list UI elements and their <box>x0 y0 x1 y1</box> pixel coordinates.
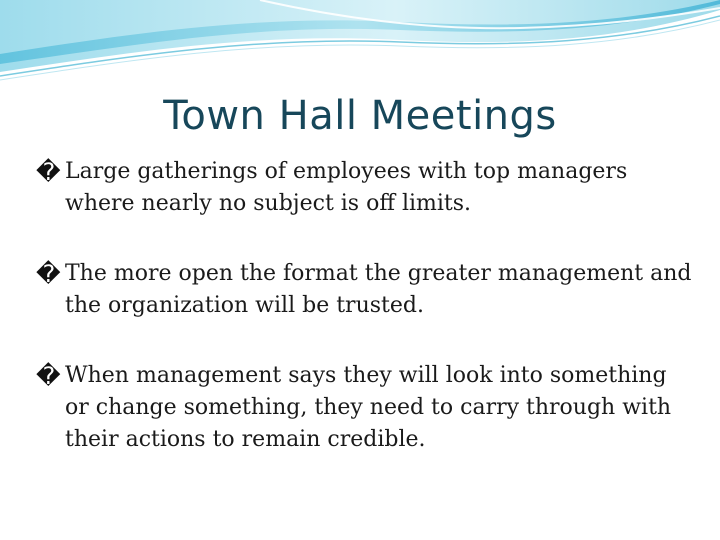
slide-title: Town Hall Meetings <box>163 93 557 139</box>
bullet-text: Large gatherings of employees with top managers where nearly no subject is off limits. <box>65 159 628 216</box>
bullet-text: When management says they will look into something or change something, they need to carry through with their actions to remain credible. <box>65 363 672 452</box>
bullet-item-2 <box>36 258 696 322</box>
bullet-glyph-icon: � <box>36 260 61 288</box>
bullet-item-3 <box>36 360 696 456</box>
bullet-item-1 <box>36 156 696 220</box>
header-wave-decoration <box>0 0 720 90</box>
bullet-text: The more open the format the greater management and the organization will be trusted. <box>65 261 692 318</box>
bullet-list <box>36 156 696 456</box>
bullet-glyph-icon: � <box>36 158 61 186</box>
bullet-glyph-icon: � <box>36 362 61 390</box>
